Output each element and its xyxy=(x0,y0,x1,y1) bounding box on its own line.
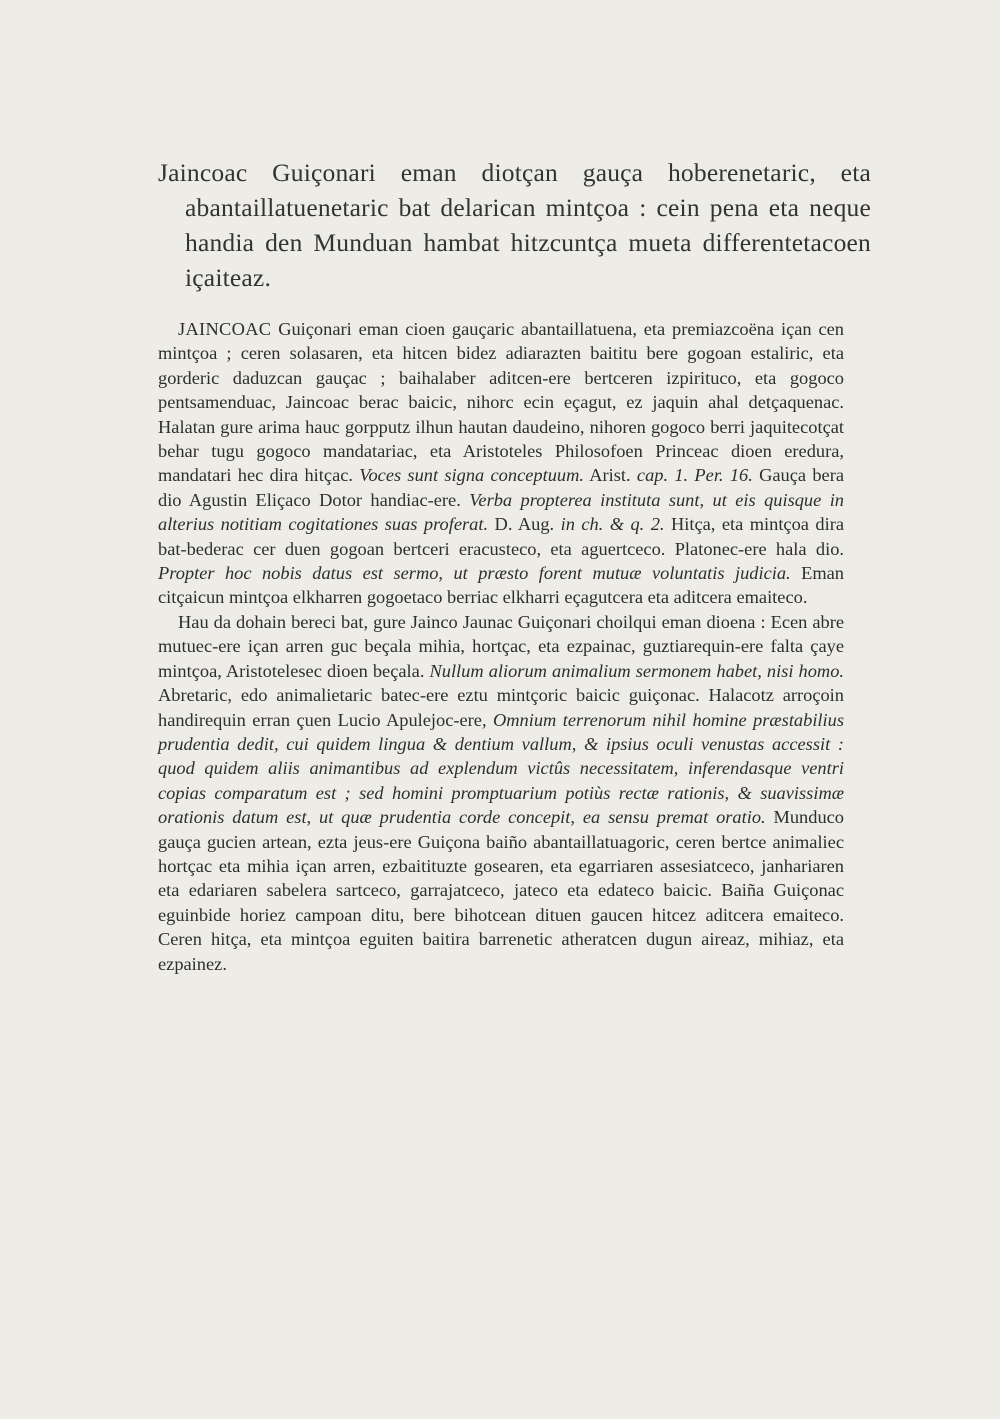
latin-quote: Propter hoc nobis datus est sermo, ut præsto forent mutuæ voluntatis judicia. xyxy=(158,563,791,584)
text-run: Munduco gauça gucien artean, ezta jeus-ere Guiçona baiño abantaillatuagoric, ceren bertce animaliec hortçac eta mihia içan arren, ezbaitituzte gosearen, eta egarriaren assesiatceco, janhariaren eta edariaren sabelera sartceco, garrajatceco, jateco eta edateco baicic. Baiña Guiçonac eguinbide horiez campoan ditu, bere bihotcean dituen gaucen hitcez aditcera emaiteco. Ceren hitça, eta mintçoa eguiten baitira barrenetic atheratcen dugun aireaz, mihiaz, eta ezpainez. xyxy=(158,807,844,974)
paragraph-lead-word: JAINCOAC xyxy=(178,319,272,339)
paragraph-2 xyxy=(158,610,844,976)
text-run: D. Aug. xyxy=(488,514,561,535)
latin-quote: Voces sunt signa conceptuum. xyxy=(359,465,584,486)
body-text xyxy=(158,317,844,976)
paragraph-1 xyxy=(158,317,844,610)
citation: cap. 1. Per. 16. xyxy=(636,465,753,486)
text-run: Gauça bera dio Agustin Eliçaco Dotor handiac-ere. xyxy=(158,465,844,510)
chapter-heading: Jaincoac Guiçonari eman diotçan gauça hoberenetaric, eta abantaillatuenetaric bat delarican mintçoa : cein pena eta neque handia den Munduan hambat hitzcuntça mueta differentetacoen içaiteaz. xyxy=(158,158,871,292)
latin-quote: Verba propterea instituta sunt, ut eis quisque in alterius notitiam cogitationes suas proferat. xyxy=(158,489,844,535)
text-run: Hitça, eta mintçoa dira bat-bederac cer duen gogoan bertceri eracusteco, eta aguertceco. Platonec-ere hala dio. xyxy=(158,514,844,559)
text-run: Guiçonari eman cioen gauçaric abantaillatuena, eta premiazcoëna içan cen mintçoa ; ceren solasaren, eta hitcen bidez adiarazten baititu bere gogoan estaliric, eta gorderic daduzcan gauçac ; baihalaber aditcen-ere bertceren izpirituco, eta gogoco pentsamenduac, Jaincoac berac baicic, nihorc ecin eçagut, ez jaquin ahal detçaquenac. Halatan gure arima hauc gorpputz ilhun hautan daudeino, nihoren gogoco berri jaquitecotçat behar tugu gogoco mandatariac, eta Aristoteles Philosofoen Princeac dioen eredura, mandatari hec dira hitçac. xyxy=(158,319,844,486)
text-run: Abretaric, edo animalietaric batec-ere eztu mintçoric baicic guiçonac. Halacotz arroçoin handirequin erran çuen Lucio Apulejoc-ere, xyxy=(158,685,844,730)
text-run: Eman citçaicun mintçoa elkharren gogoetaco berriac elkharri eçagutcera eta aditcera emaiteco. xyxy=(158,563,845,608)
text-run: Hau da dohain bereci bat, gure Jainco Jaunac Guiçonari choilqui eman dioena : Ecen abre mutuec-ere içan arren guc beçala mihia, hortçac, eta ezpainac, guztiarequin-ere falta çaye mintçoa, Aristotelesec dioen beçala. xyxy=(158,611,844,681)
citation: in ch. & q. 2. xyxy=(560,514,665,535)
latin-quote: Omnium terrenorum nihil homine præstabilius prudentia dedit, cui quidem lingua & dentium vallum, & ipsius oculi venustas accessit : quod quidem aliis animantibus ad explendum victûs necessitatem, inferendasque ventri copias comparatum est ; sed homini promptuarium potiùs rectæ rationis, & suavissimæ orationis datum est, ut quæ prudentia corde concepit, ea sensu premat oratio. xyxy=(158,709,845,828)
latin-quote: Nullum aliorum animalium sermonem habet, nisi homo. xyxy=(429,660,844,681)
text-run: Arist. xyxy=(583,465,637,486)
